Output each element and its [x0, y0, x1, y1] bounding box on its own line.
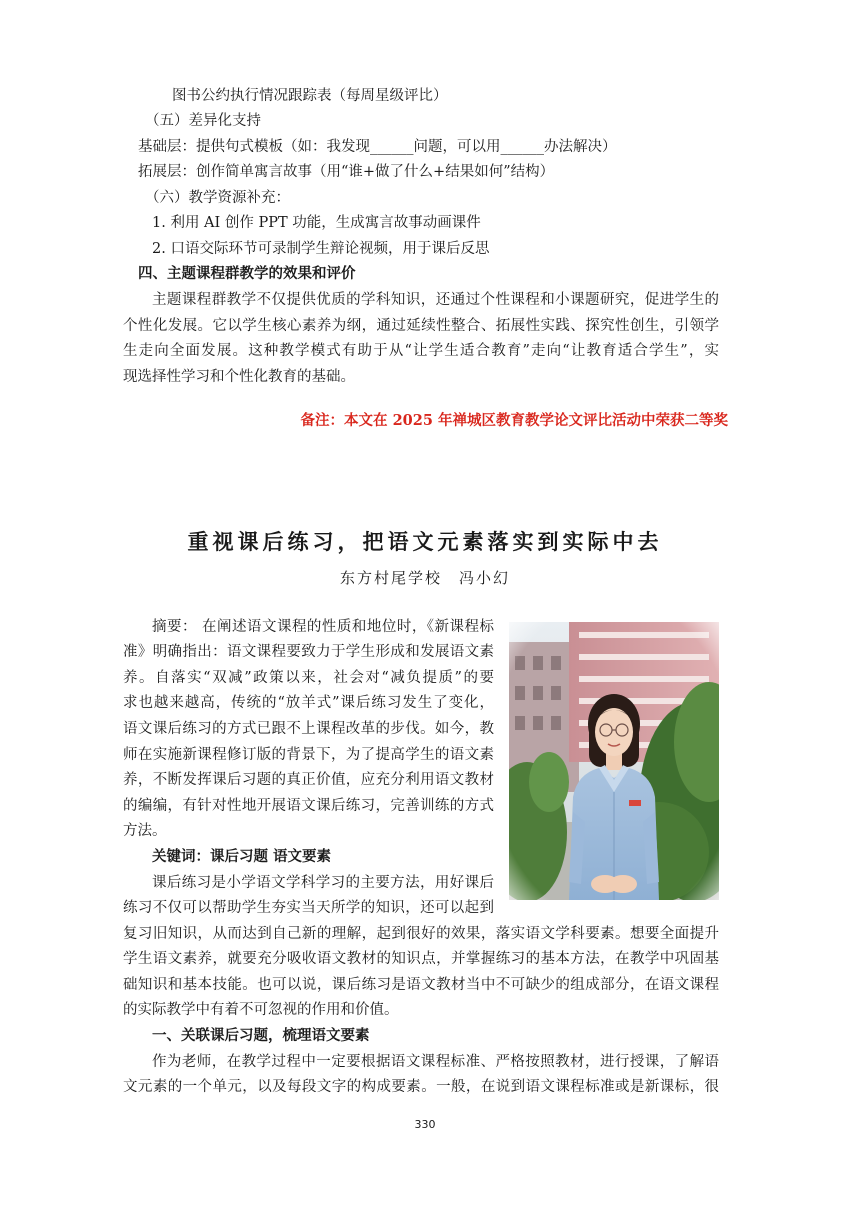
- abstract-line-7: 养，不断发挥课后习题的真正价值，应充分利用语文教材: [123, 772, 494, 788]
- section-6-heading: （六）教学资源补充：: [145, 190, 290, 206]
- intro-line-6: 的实际教学中有着不可忽视的作用和价值。: [123, 1002, 399, 1018]
- intro-line-5: 础知识和基本技能。也可以说，课后练习是语文教材当中不可缺少的组成部分，在语文课程: [123, 977, 719, 993]
- intro-line-2: 练习不仅可以帮助学生夯实当天所学的知识，还可以起到: [123, 900, 494, 916]
- eval-line-2: 个性化发展。它以学生核心素养为纲，通过延续性整合、拓展性实践、探究性创生，引领学: [123, 318, 719, 334]
- abstract-line-6: 师在实施新课程修订版的背景下，为了提高学生的语文素: [123, 747, 494, 763]
- sec1-line-1: 作为老师，在教学过程中一定要根据语文课程标准、严格按照教材，进行授课，了解语: [152, 1054, 719, 1070]
- extend-layer-text: 拓展层：创作简单寓言故事（用“谁+做了什么+结果如何”结构）: [138, 164, 555, 180]
- keywords: 关键词：课后习题 语文要素: [152, 848, 332, 865]
- intro-line-4: 学生语文素养，就要充分吸收语文教材的知识点，并掌握练习的基本方法，在教学中巩固基: [123, 951, 719, 967]
- award-note: 备注：本文在 2025 年禅城区教育教学论文评比活动中荣获二等奖: [300, 412, 728, 429]
- table-caption: 图书公约执行情况跟踪表（每周星级评比）: [172, 88, 448, 104]
- section-5-heading: （五）差异化支持: [145, 113, 261, 129]
- abstract-line-8: 的编编，有针对性地开展语文课后练习，完善训练的方式: [123, 798, 494, 814]
- sec1-line-2: 文元素的一个单元，以及每段文字的构成要素。一般，在说到语文课程标准或是新课标，很: [123, 1079, 719, 1095]
- article-title: 重视课后练习，把语文元素落实到实际中去: [187, 529, 663, 554]
- page-number: 330: [414, 1118, 436, 1131]
- abstract-line-4: 求也越来越高，传统的“放羊式”课后练习发生了变化，: [123, 695, 494, 711]
- abstract-line-9: 方法。: [123, 823, 167, 839]
- eval-line-1: 主题课程群教学不仅提供优质的学科知识，还通过个性课程和小课题研究，促进学生的: [152, 292, 719, 308]
- abstract-line-3: 养。自落实“双减”政策以来，社会对“减负提质”的要: [123, 670, 494, 686]
- abstract-line-1: 摘要： 在阐述语文课程的性质和地位时，《新课程标: [152, 619, 494, 635]
- intro-line-1: 课后练习是小学语文学科学习的主要方法，用好课后: [152, 875, 494, 891]
- section-1-heading: 一、关联课后习题，梳理语文要素: [152, 1027, 370, 1044]
- intro-line-3: 复习旧知识，从而达到自己新的理解，起到很好的效果，落实语文学科要素。想要全面提升: [123, 926, 719, 942]
- article-byline: 东方村尾学校 冯小幻: [339, 569, 510, 587]
- abstract-line-2: 准》明确指出：语文课程要致力于学生形成和发展语文素: [123, 644, 494, 660]
- eval-line-4: 现选择性学习和个性化教育的基础。: [123, 369, 355, 385]
- section-4-heading: 四、主题课程群教学的效果和评价: [138, 265, 356, 282]
- abstract-line-5: 语文课后练习的方式已跟不上课程改革的步伐。如今，教: [123, 721, 494, 737]
- resource-item-2: 2. 口语交际环节可录制学生辩论视频，用于课后反思: [152, 241, 490, 257]
- eval-line-3: 生走向全面发展。这种教学模式有助于从“让学生适合教育”走向“让教育适合学生”，实: [123, 343, 719, 359]
- resource-item-1: 1. 利用 AI 创作 PPT 功能，生成寓言故事动画课件: [152, 215, 481, 231]
- basic-layer-text: 基础层：提供句式模板（如：我发现______问题，可以用______办法解决）: [138, 139, 617, 155]
- author-photo: [509, 622, 719, 900]
